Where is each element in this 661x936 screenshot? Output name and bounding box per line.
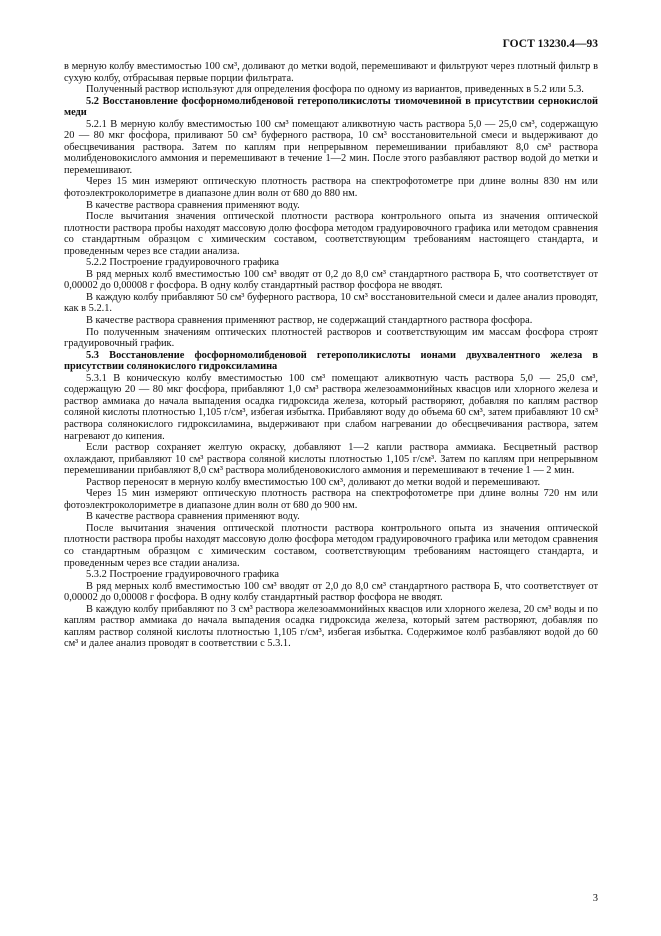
paragraph: По полученным значениям оптических плотностей растворов и соответствующим им массам фосфора строят градуировочный график. xyxy=(64,326,598,350)
paragraph: В каждую колбу прибавляют по 3 см³ раствора железоаммонийных квасцов или хлорного железа, 20 см³ воды и по каплям раствор аммиака до начала выпадения осадка гидроксида железа, который затем растворяют, добавляя по каплям раствор соляной кислоты плотностью 1,105 г/см³, избегая избытка. Содержимое колб разбавляют водой до 60 см³ и далее анализ проводят в соответствии с 5.3.1. xyxy=(64,603,598,650)
paragraph: Полученный раствор используют для определения фосфора по одному из вариантов, приведенных в 5.2 или 5.3. xyxy=(86,84,584,96)
standard-header: ГОСТ 13230.4—93 xyxy=(502,38,598,50)
paragraph: 5.2.2 Построение градуировочного графика xyxy=(86,257,279,269)
paragraph: Если раствор сохраняет желтую окраску, добавляют 1—2 капли раствора аммиака. Бесцветный раствор охлаждают, прибавляют 10 см³ раствора соляной кислоты плотностью 1,105 г/см³. Затем по каплям при непрерывном перемешивании прибавляют 8,0 см³ раствора молибденовокислого аммония и перемешивают в течение 1 — 2 мин. xyxy=(64,442,598,477)
paragraph: 5.2.1 В мерную колбу вместимостью 100 см³ помещают аликвотную часть раствора 5,0 — 25,0 см³, содержащую 20 — 80 мкг фосфора, приливают 50 см³ буферного раствора, 10 см³ восстановительной смеси и выдерживают до обесцвечивания раствора. Затем по каплям при непрерывном перемешивании прибавляют 8,0 см³ раствора молибденовокислого аммония и перемешивают в течение 1—2 мин. После этого разбавляют раствор водой до метки и перемешивают. xyxy=(64,118,598,176)
paragraph: В качестве раствора сравнения применяют раствор, не содержащий стандартного раствора фосфора. xyxy=(86,315,533,327)
page-number: 3 xyxy=(592,893,598,904)
paragraph: В качестве раствора сравнения применяют воду. xyxy=(86,511,300,523)
document-body xyxy=(64,61,598,650)
paragraph: в мерную колбу вместимостью 100 см³, доливают до метки водой, перемешивают и фильтруют через плотный фильтр в сухую колбу, отбрасывая первые порции фильтрата. xyxy=(64,61,598,84)
document-page xyxy=(64,38,598,904)
paragraph: Через 15 мин измеряют оптическую плотность раствора на спектрофотометре при длине волны 720 нм или фотоэлектроколориметре в диапазоне длин волн от 680 до 900 нм. xyxy=(64,488,598,511)
paragraph: 5.3.2 Построение градуировочного графика xyxy=(86,569,279,581)
section-heading: 5.2 Восстановление фосфорномолибденовой гетерополикислоты тиомочевиной в присутствии сернокислой меди xyxy=(64,95,598,119)
paragraph: После вычитания значения оптической плотности раствора контрольного опыта из значения оптической плотности раствора пробы находят массовую долю фосфора методом градуировочного графика или методом сравнения со стандартным образцом с химическим составом, соответствующим требованиям настоящего стандарта, и проведенным через все стадии анализа. xyxy=(64,211,598,257)
section-heading: 5.3 Восстановление фосфорномолибденовой гетерополикислоты ионами двухвалентного железа в присутствии солянокислого гидроксиламина xyxy=(64,349,598,373)
paragraph: В качестве раствора сравнения применяют воду. xyxy=(86,199,300,211)
paragraph: 5.3.1 В коническую колбу вместимостью 100 см³ помещают аликвотную часть раствора 5,0 — 25,0 см³, содержащую 20 — 80 мкг фосфора, прибавляют 1,0 см³ раствора железоаммонийных квасцов или хлорного железа и раствор аммиака до начала выпадения осадка гидроксида железа, который растворяют, добавляя по каплям раствор соляной кислоты плотностью 1,105 г/см³, избегая избытка. Прибавляют воду до объема 60 см³, затем прибавляют 10 см³ раствора солянокислого гидроксиламина, выдерживают при слабом нагревании до обесцвечивания раствора, затем нагревают до кипения. xyxy=(64,372,598,442)
paragraph: Через 15 мин измеряют оптическую плотность раствора на спектрофотометре при длине волны 830 нм или фотоэлектроколориметре в диапазоне длин волн от 680 до 880 нм. xyxy=(64,176,598,200)
paragraph: После вычитания значения оптической плотности раствора контрольного опыта из значения оптической плотности раствора пробы находят массовую долю фосфора методом градуировочного графика или методом сравнения со стандартным образцом с химическим составом, соответствующим требованиям настоящего стандарта, и проведенным через все стадии анализа. xyxy=(64,522,598,569)
paragraph: Раствор переносят в мерную колбу вместимостью 100 см³, доливают до метки водой и перемешивают. xyxy=(86,476,541,488)
paragraph: В ряд мерных колб вместимостью 100 см³ вводят от 2,0 до 8,0 см³ стандартного раствора Б, что соответствует от 0,00002 до 0,00008 г фосфора. В одну колбу стандартный раствор фосфора не вводят. xyxy=(64,580,598,604)
paragraph: В каждую колбу прибавляют 50 см³ буферного раствора, 10 см³ восстановительной смеси и далее анализ проводят, как в 5.2.1. xyxy=(64,291,598,315)
paragraph: В ряд мерных колб вместимостью 100 см³ вводят от 0,2 до 8,0 см³ стандартного раствора Б, что соответствует от 0,00002 до 0,00008 г фосфора. В одну колбу стандартный раствор фосфора не вводят. xyxy=(64,268,598,292)
